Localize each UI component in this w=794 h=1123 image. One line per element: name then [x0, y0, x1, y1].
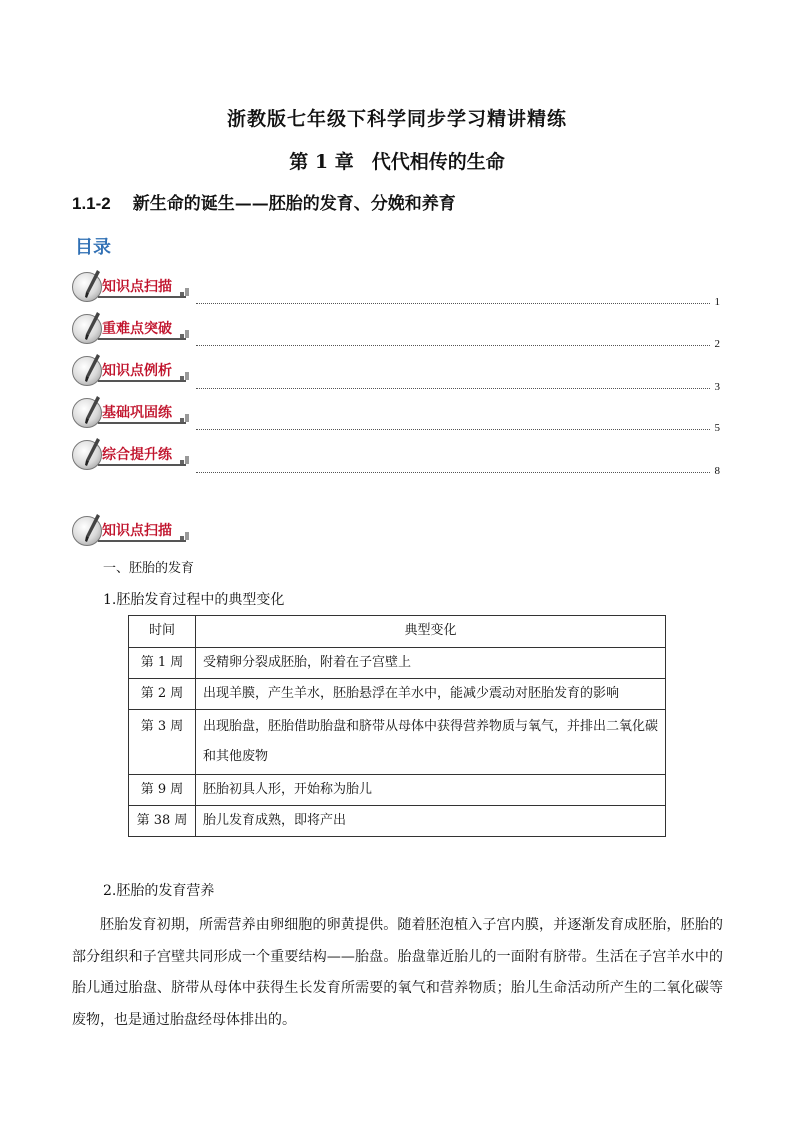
badge-underline	[98, 540, 186, 542]
corner-mark-icon	[180, 372, 190, 382]
cell-change: 出现胎盘，胚胎借助胎盘和脐带从母体中获得营养物质与氧气，并排出二氧化碳和其他废物	[196, 710, 666, 775]
toc-page-number: 8	[714, 465, 720, 477]
badge-underline	[98, 296, 186, 298]
toc-page-number: 1	[714, 296, 720, 308]
toc-leader-dots	[196, 303, 710, 304]
corner-mark-icon	[180, 414, 190, 424]
chapter-title	[0, 147, 794, 174]
nutrition-paragraph: 胚胎发育初期，所需营养由卵细胞的卵黄提供。随着胚泡植入子宫内膜，并逐渐发育成胚胎，胚胎的部分组织和子宫壁共同形成一个重要结构——胎盘。胎盘靠近胎儿的一面附有脐带。生活在子宫羊水中的胎儿通过胎盘、脐带从母体中获得生长发育所需要的氧气和营养物质；胎儿生命活动所产生的二氧化碳等废物，也是通过胎盘经母体排出的。	[72, 917, 723, 1028]
cell-time: 第 2 周	[129, 679, 196, 710]
toc-row[interactable]	[196, 330, 720, 350]
cell-change: 受精卵分裂成胚胎，附着在子宫壁上	[196, 648, 666, 679]
table-row	[129, 679, 666, 710]
corner-mark-icon	[180, 456, 190, 466]
corner-mark-icon	[180, 288, 190, 298]
toc-badge-knowledge-scan[interactable]	[72, 272, 202, 302]
part-heading: 一、胚胎的发育	[103, 561, 195, 576]
toc-label: 知识点例析	[102, 363, 172, 379]
toc-badge-comprehensive-practice[interactable]	[72, 440, 202, 470]
toc-label: 基础巩固练	[102, 405, 172, 421]
cell-time: 第 38 周	[129, 806, 196, 837]
toc-badge-examples[interactable]	[72, 356, 202, 386]
cell-time: 第 1 周	[129, 648, 196, 679]
badge-underline	[98, 380, 186, 382]
chapter-name: 代代相传的生命	[371, 151, 505, 173]
column-header-change: 典型变化	[196, 616, 666, 648]
toc-heading: 目录	[75, 237, 111, 258]
badge-underline	[98, 422, 186, 424]
development-table	[128, 615, 666, 837]
corner-mark-icon	[180, 330, 190, 340]
toc-row[interactable]	[196, 373, 720, 393]
toc-badge-key-points[interactable]	[72, 314, 202, 344]
cell-change: 出现羊膜，产生羊水，胚胎悬浮在羊水中，能减少震动对胚胎发育的影响	[196, 679, 666, 710]
toc-row[interactable]	[196, 457, 720, 477]
badge-underline	[98, 464, 186, 466]
section-badge-knowledge-scan	[72, 516, 202, 546]
badge-underline	[98, 338, 186, 340]
section-name: 新生命的诞生——胚胎的发育、分娩和养育	[132, 194, 456, 214]
toc-page-number: 2	[714, 338, 720, 350]
toc-page-number: 3	[714, 381, 720, 393]
cell-change: 胚胎初具人形，开始称为胎儿	[196, 775, 666, 806]
toc-label: 重难点突破	[102, 321, 172, 337]
toc-badge-basic-practice[interactable]	[72, 398, 202, 428]
book-title: 浙教版七年级下科学同步学习精讲精练	[226, 108, 567, 130]
toc-page-number: 5	[714, 422, 720, 434]
toc-leader-dots	[196, 345, 710, 346]
column-header-time: 时间	[129, 616, 196, 648]
cell-time: 第 9 周	[129, 775, 196, 806]
cell-change: 胎儿发育成熟，即将产出	[196, 806, 666, 837]
section-badge-label: 知识点扫描	[102, 523, 172, 539]
cell-time: 第 3 周	[129, 710, 196, 775]
chapter-number: 第 1 章	[289, 151, 354, 173]
section-title	[72, 189, 456, 214]
toc-row[interactable]	[196, 414, 720, 434]
table-header-row	[129, 616, 666, 648]
toc-label: 综合提升练	[102, 447, 172, 463]
nutrition-heading: 2.胚胎的发育营养	[103, 883, 215, 899]
toc-row[interactable]	[196, 288, 720, 308]
section-number: 1.1-2	[72, 194, 111, 213]
table-caption: 1.胚胎发育过程中的典型变化	[103, 592, 285, 608]
toc-leader-dots	[196, 429, 710, 430]
table-row	[129, 648, 666, 679]
toc-leader-dots	[196, 388, 710, 389]
table-row	[129, 710, 666, 775]
toc-leader-dots	[196, 472, 710, 473]
table-row	[129, 806, 666, 837]
table-row	[129, 775, 666, 806]
corner-mark-icon	[180, 532, 190, 542]
toc-label: 知识点扫描	[102, 279, 172, 295]
